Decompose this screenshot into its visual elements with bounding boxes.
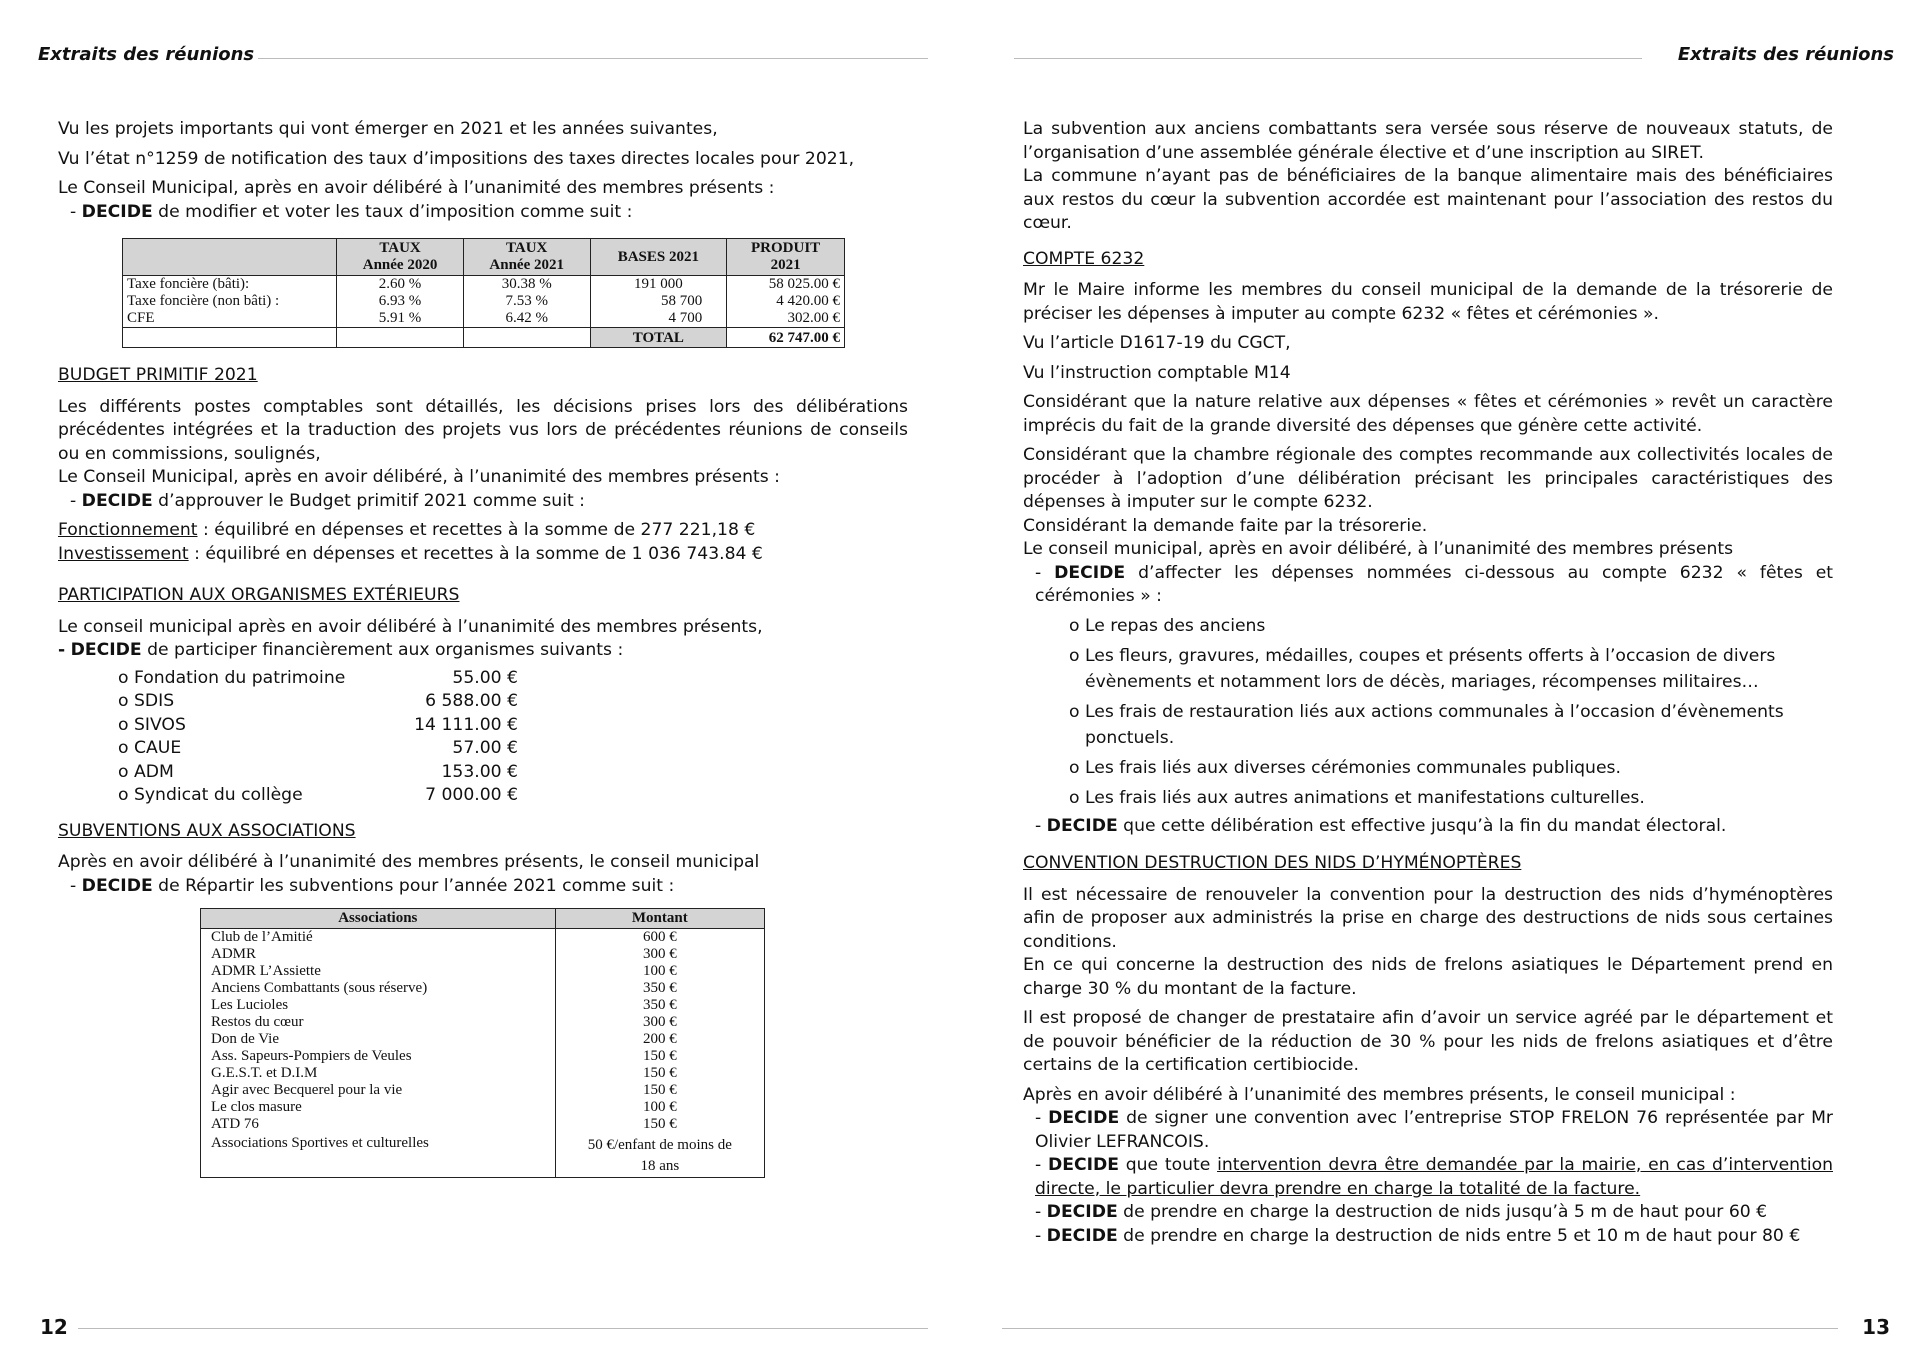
- table-row: Taxe foncière (non bâti) : 6.93 % 7.53 % 58 700 4 420.00 €: [123, 293, 845, 310]
- right-page: [960, 0, 1920, 1357]
- table-row: ATD 76 150 €: [201, 1116, 765, 1133]
- table-header-cell: PRODUIT 2021: [727, 239, 845, 276]
- table-header-row: [201, 909, 765, 929]
- paragraph: Vu l’instruction comptable M14: [1023, 362, 1291, 383]
- decide-convention-3: - DECIDE de prendre en charge la destruction de nids jusqu’à 5 m de haut pour 60 €: [1035, 1202, 1768, 1222]
- table-row: ADMR L’Assiette 100 €: [201, 963, 765, 980]
- table-row: CFE 5.91 % 6.42 % 4 700 302.00 €: [123, 310, 845, 328]
- header-rule: [1014, 58, 1642, 59]
- paragraph: Vu l’article D1617-19 du CGCT,: [1023, 333, 1291, 353]
- section-title-participation: PARTICIPATION AUX ORGANISMES EXTÉRIEURS: [58, 585, 460, 605]
- total-label: TOTAL: [590, 328, 727, 348]
- section-title-budget: BUDGET PRIMITIF 2021: [58, 365, 258, 385]
- table-row: Club de l’Amitié 600 €: [201, 929, 765, 947]
- decide-convention-1: - DECIDE de signer une convention avec l’entreprise STOP FRELON 76 représentée par Mr Olivier LEFRANCOIS.: [1035, 1108, 1834, 1152]
- list-item: o Syndicat du collège 7 000.00 €: [118, 785, 518, 805]
- table-row: Ass. Sapeurs-Pompiers de Veules 150 €: [201, 1048, 765, 1065]
- list-item: o Les frais de restauration liés aux actions communales à l’occasion d’évènements ponctuels.: [1069, 701, 1784, 748]
- list-item: o Le repas des anciens: [1069, 615, 1266, 636]
- table-header-cell: TAUX Année 2021: [463, 239, 590, 276]
- intro-line: Vu les projets importants qui vont émerger en 2021 et les années suivantes,: [58, 119, 718, 139]
- page-header-title: Extraits des réunions: [1677, 44, 1894, 65]
- left-content: [58, 118, 908, 1178]
- paragraph: La commune n’ayant pas de bénéficiaires de la banque alimentaire mais des bénéficiaires aux restos du cœur la subvention accordée est maintenant pour l’association des restos du cœur.: [1023, 166, 1833, 233]
- page-number: 13: [1862, 1315, 1890, 1339]
- table-header-cell: TAUX Année 2020: [337, 239, 464, 276]
- table-row: Associations Sportives et culturelles 50 €/enfant de moins de 18 ans: [201, 1133, 765, 1178]
- table-row: Les Lucioles 350 €: [201, 997, 765, 1014]
- footer-rule: [78, 1328, 928, 1329]
- paragraph: Après en avoir délibéré à l’unanimité des membres présents, le conseil municipal :: [1023, 1084, 1736, 1105]
- paragraph: Considérant la demande faite par la trésorerie.: [1023, 515, 1428, 536]
- total-value: 62 747.00 €: [727, 328, 845, 348]
- paragraph: Il est proposé de changer de prestataire afin d’avoir un service agréé par le département et de pouvoir bénéficier de la réduction de 30 % pour les nids de frelons asiatiques et d’être certains de la certification certibiocide.: [1023, 1008, 1833, 1075]
- table-row: Don de Vie 200 €: [201, 1031, 765, 1048]
- associations-table: [200, 908, 765, 1178]
- table-row: Taxe foncière (bâti): 2.60 % 30.38 % 191 000 58 025.00 €: [123, 276, 845, 294]
- paragraph: La subvention aux anciens combattants sera versée sous réserve de nouveaux statuts, de l’organisation d’une assemblée générale élective et d’une inscription au SIRET.: [1023, 119, 1833, 163]
- paragraph: Considérant que la nature relative aux dépenses « fêtes et cérémonies » revêt un caractère imprécis du fait de la grande diversité des dépenses que génère cette activité.: [1023, 392, 1833, 436]
- tax-rate-table: [122, 238, 845, 348]
- budget-council: Le Conseil Municipal, après en avoir délibéré, à l’unanimité des membres présents :: [58, 467, 780, 487]
- table-row: G.E.S.T. et D.I.M 150 €: [201, 1065, 765, 1082]
- table-total-row: [123, 328, 845, 348]
- list-item: o Les frais liés aux diverses cérémonies communales publiques.: [1069, 757, 1621, 778]
- list-item: o ADM 153.00 €: [118, 761, 518, 782]
- decide-budget: - DECIDE d’approuver le Budget primitif 2021 comme suit :: [70, 490, 585, 511]
- decide-convention-4: - DECIDE de prendre en charge la destruction de nids entre 5 et 10 m de haut pour 80 €: [1035, 1225, 1801, 1246]
- table-header-empty: [123, 239, 337, 276]
- expense-list: [1069, 613, 1833, 811]
- list-item: o Les frais liés aux autres animations et manifestations culturelles.: [1069, 787, 1645, 808]
- list-item: o SDIS 6 588.00 €: [118, 691, 518, 711]
- investissement-line: Investissement : équilibré en dépenses et recettes à la somme de 1 036 743.84 €: [58, 543, 763, 564]
- footer-rule: [1002, 1328, 1838, 1329]
- list-item: o Fondation du patrimoine 55.00 €: [118, 667, 518, 688]
- table-header-cell: BASES 2021: [590, 239, 727, 276]
- decide-participation: - DECIDE de participer financièrement aux organismes suivants :: [58, 640, 624, 660]
- participation-text: Le conseil municipal après en avoir délibéré à l’unanimité des membres présents,: [58, 616, 763, 637]
- decide-tax: - DECIDE de modifier et voter les taux d’imposition comme suit :: [70, 201, 633, 222]
- right-content: [1023, 118, 1833, 1248]
- intro-line: Vu l’état n°1259 de notification des taux d’impositions des taxes directes locales pour 2021,: [58, 148, 855, 169]
- table-row: Restos du cœur 300 €: [201, 1014, 765, 1031]
- table-row: Anciens Combattants (sous réserve) 350 €: [201, 980, 765, 997]
- list-item: o SIVOS 14 111.00 €: [118, 714, 518, 735]
- section-title-subventions: SUBVENTIONS AUX ASSOCIATIONS: [58, 820, 356, 841]
- decide-subventions: - DECIDE de Répartir les subventions pour l’année 2021 comme suit :: [70, 875, 675, 896]
- decide-compte: - DECIDE d’affecter les dépenses nommées ci-dessous au compte 6232 « fêtes et cérémonies » :: [1035, 562, 1834, 606]
- fonctionnement-line: Fonctionnement : équilibré en dépenses et recettes à la somme de 277 221,18 €: [58, 520, 756, 540]
- paragraph: Il est nécessaire de renouveler la convention pour la destruction des nids d’hyménoptères afin de proposer aux administrés la prise en charge des destructions de nids sous certaines conditions.: [1023, 884, 1833, 952]
- table-row: Agir avec Becquerel pour la vie 150 €: [201, 1082, 765, 1099]
- subventions-text: Après en avoir délibéré à l’unanimité des membres présents, le conseil municipal: [58, 852, 760, 872]
- decide-compte-2: - DECIDE que cette délibération est effective jusqu’à la fin du mandat électoral.: [1035, 815, 1727, 836]
- table-header-row: [123, 239, 845, 276]
- paragraph: Le conseil municipal, après en avoir délibéré, à l’unanimité des membres présents: [1023, 539, 1734, 559]
- table-row: Le clos masure 100 €: [201, 1099, 765, 1116]
- table-header-montant: Montant: [555, 909, 764, 929]
- list-item: o CAUE 57.00 €: [118, 738, 518, 758]
- paragraph: Considérant que la chambre régionale des comptes recommande aux collectivités locales de procéder à l’adoption d’une délibération précisant les principales caractéristiques des dépenses à imputer sur le compte 6232.: [1023, 445, 1833, 512]
- decide-convention-2: - DECIDE que toute intervention devra être demandée par la mairie, en cas d’intervention directe, le particulier devra prendre en charge la totalité de la facture.: [1035, 1155, 1833, 1199]
- paragraph: En ce qui concerne la destruction des nids de frelons asiatiques le Département prend en charge 30 % du montant de la facture.: [1023, 955, 1833, 999]
- table-header-associations: Associations: [201, 909, 556, 929]
- organisms-list: [118, 667, 908, 808]
- header-rule: [258, 58, 928, 59]
- intro-line: Le Conseil Municipal, après en avoir délibéré à l’unanimité des membres présents :: [58, 178, 775, 198]
- section-title-compte: COMPTE 6232: [1023, 248, 1145, 269]
- table-row: ADMR 300 €: [201, 946, 765, 963]
- page-header-title: Extraits des réunions: [38, 44, 255, 65]
- list-item: o Les fleurs, gravures, médailles, coupes et présents offerts à l’occasion de divers évènements et notamment lors de décès, mariages, récompenses militaires…: [1069, 645, 1776, 692]
- section-title-convention: CONVENTION DESTRUCTION DES NIDS D’HYMÉNOPTÈRES: [1023, 853, 1522, 873]
- budget-text: Les différents postes comptables sont détaillés, les décisions prises lors des délibérations précédentes intégrées et la traduction des projets vus lors de précédentes réunions de conseils ou en commissions, soulignés,: [58, 396, 908, 464]
- page-number: 12: [40, 1315, 68, 1339]
- paragraph: Mr le Maire informe les membres du conseil municipal de la demande de la trésorerie de préciser les dépenses à imputer au compte 6232 « fêtes et cérémonies ».: [1023, 280, 1833, 324]
